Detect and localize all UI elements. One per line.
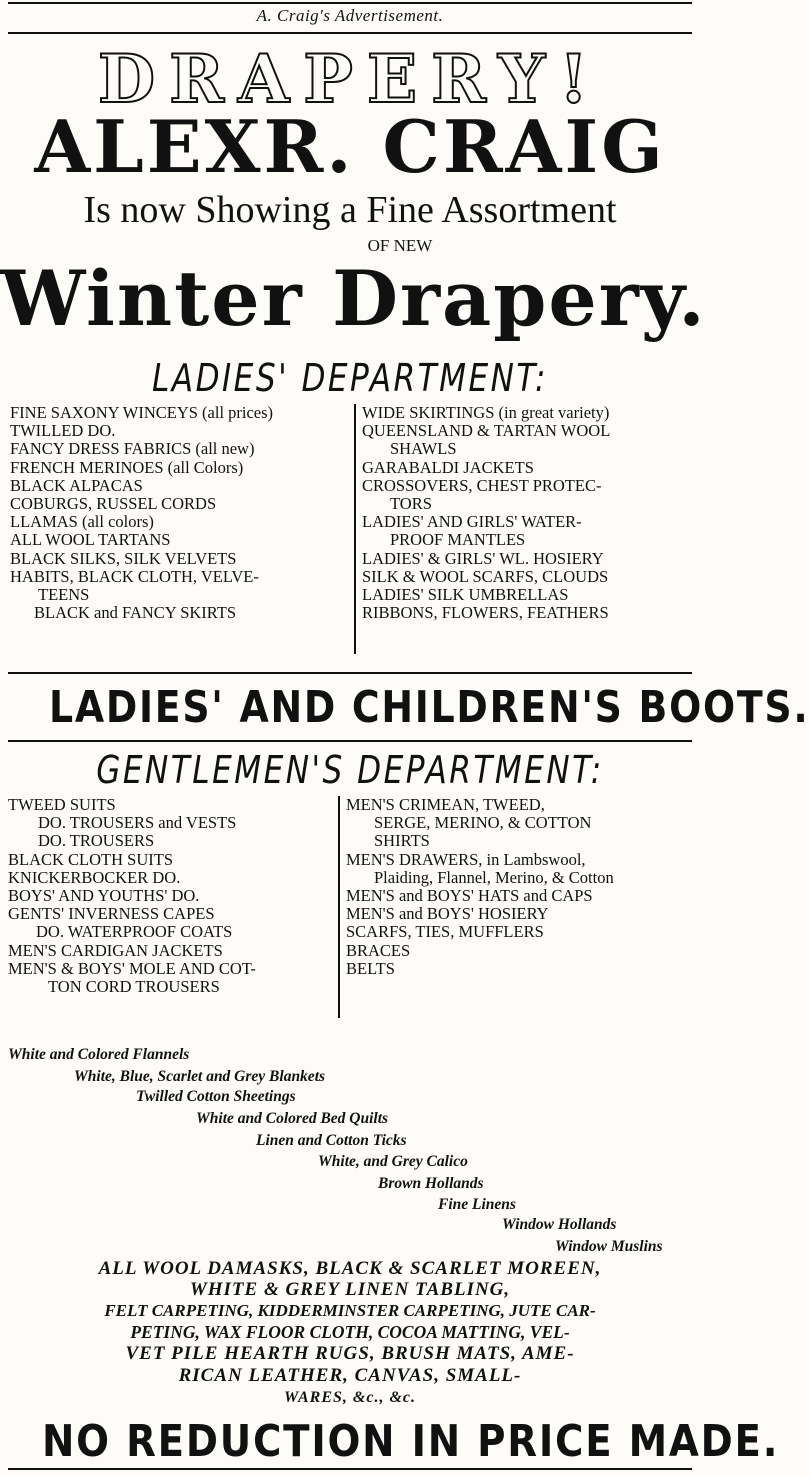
stepped-line: White, and Grey Calico: [318, 1153, 468, 1170]
list-item: LADIES' AND GIRLS' WATER-: [362, 512, 582, 532]
ladies-department-heading: LADIES' DEPARTMENT:: [151, 356, 549, 400]
list-item: BLACK CLOTH SUITS: [8, 849, 174, 869]
list-item: LLAMAS (all colors): [10, 512, 154, 532]
top-rule: [8, 2, 692, 4]
stepped-line: White and Colored Bed Quilts: [196, 1110, 389, 1127]
list-item: SERGE, MERINO, & COTTON: [374, 813, 592, 833]
list-item: SCARFS, TIES, MUFFLERS: [346, 922, 544, 942]
closing-line: VET PILE HEARTH RUGS, BRUSH MATS, AME-: [125, 1343, 575, 1364]
list-item: WIDE SKIRTINGS (in great variety): [362, 403, 610, 422]
list-item: ALL WOOL TARTANS: [10, 530, 171, 550]
list-item: BRACES: [346, 940, 411, 960]
of-new: OF NEW: [367, 236, 433, 255]
list-item: SHIRTS: [374, 831, 430, 851]
no-reduction-notice: NO REDUCTION IN PRICE MADE.: [42, 1416, 780, 1467]
list-item: MEN'S CRIMEAN, TWEED,: [346, 795, 545, 814]
list-item: TWILLED DO.: [10, 421, 116, 441]
list-item: LADIES' SILK UMBRELLAS: [362, 585, 569, 605]
stepped-line: Brown Hollands: [378, 1175, 484, 1192]
drapery-title: DRAPERY!: [97, 40, 603, 118]
list-item: BELTS: [346, 958, 395, 978]
list-item: QUEENSLAND & TARTAN WOOL: [362, 421, 611, 441]
gentlemen-right-column: [346, 796, 614, 978]
list-item: COBURGS, RUSSEL CORDS: [10, 494, 217, 514]
closing-line: RICAN LEATHER, CANVAS, SMALL-: [178, 1365, 522, 1386]
list-item: BLACK SILKS, SILK VELVETS: [10, 548, 237, 568]
stepped-line: Window Hollands: [502, 1216, 617, 1233]
list-item: TWEED SUITS: [8, 795, 116, 814]
gentlemen-department-heading: GENTLEMEN'S DEPARTMENT:: [96, 748, 604, 792]
list-item: FRENCH MERINOES (all Colors): [10, 457, 244, 477]
list-item: TORS: [390, 494, 432, 514]
stepped-line: Twilled Cotton Sheetings: [136, 1088, 296, 1105]
stepped-line: White, Blue, Scarlet and Grey Blankets: [74, 1068, 326, 1085]
boots-heading: LADIES' AND CHILDREN'S BOOTS.: [49, 682, 810, 733]
list-item: FINE SAXONY WINCEYS (all prices): [10, 403, 274, 422]
closing-line: FELT CARPETING, KIDDERMINSTER CARPETING, JUTE CAR-: [104, 1301, 596, 1320]
section-rule: [8, 672, 692, 674]
stepped-line: Window Muslins: [555, 1238, 663, 1255]
list-item: KNICKERBOCKER DO.: [8, 867, 181, 887]
list-item: HABITS, BLACK CLOTH, VELVE-: [10, 566, 259, 586]
list-item: MEN'S and BOYS' HATS and CAPS: [346, 886, 593, 906]
winter-drapery: Winter Drapery.: [0, 254, 707, 343]
list-item: DO. TROUSERS: [38, 831, 155, 851]
list-item: SHAWLS: [390, 439, 457, 459]
list-item: CROSSOVERS, CHEST PROTEC-: [362, 475, 602, 495]
section-rule: [8, 740, 692, 742]
stepped-line: Fine Linens: [438, 1196, 516, 1213]
closing-line: ALL WOOL DAMASKS, BLACK & SCARLET MOREEN,: [98, 1258, 602, 1279]
list-item: RIBBONS, FLOWERS, FEATHERS: [362, 603, 609, 623]
list-item: PROOF MANTLES: [390, 530, 526, 550]
ladies-right-column: [362, 404, 610, 622]
stepped-line: White and Colored Flannels: [8, 1046, 190, 1063]
advertisement-header: A. Craig's Advertisement.: [256, 6, 444, 25]
list-item: Plaiding, Flannel, Merino, & Cotton: [374, 867, 614, 887]
ladies-column-divider: [354, 404, 356, 654]
list-item: TON CORD TROUSERS: [48, 977, 220, 997]
list-item: TEENS: [38, 585, 90, 605]
ladies-left-column: [10, 404, 273, 622]
header-rule: [8, 32, 692, 34]
gentlemen-column-divider: [338, 796, 340, 1018]
gentlemen-left-column: [8, 796, 256, 996]
merchant-name: ALEXR. CRAIG: [34, 104, 666, 189]
list-item: DO. TROUSERS and VESTS: [38, 813, 237, 833]
closing-line: PETING, WAX FLOOR CLOTH, COCOA MATTING, VEL-: [130, 1322, 570, 1342]
closing-line: WHITE & GREY LINEN TABLING,: [189, 1279, 511, 1300]
list-item: MEN'S CARDIGAN JACKETS: [8, 940, 223, 960]
list-item: MEN'S & BOYS' MOLE AND COT-: [8, 958, 256, 978]
list-item: SILK & WOOL SCARFS, CLOUDS: [362, 566, 609, 586]
list-item: MEN'S DRAWERS, in Lambswool,: [346, 849, 586, 869]
stepped-line: Linen and Cotton Ticks: [256, 1132, 407, 1149]
list-item: MEN'S and BOYS' HOSIERY: [346, 904, 549, 924]
list-item: GARABALDI JACKETS: [362, 457, 534, 477]
tagline: Is now Showing a Fine Assortment: [83, 189, 617, 231]
list-item: BLACK ALPACAS: [10, 475, 143, 495]
list-item: BOYS' AND YOUTHS' DO.: [8, 886, 200, 906]
bottom-rule: [8, 1468, 692, 1470]
list-item: DO. WATERPROOF COATS: [36, 922, 233, 942]
closing-line: WARES, &c., &c.: [283, 1389, 417, 1406]
list-item: BLACK and FANCY SKIRTS: [34, 603, 237, 623]
list-item: FANCY DRESS FABRICS (all new): [10, 439, 255, 459]
list-item: GENTS' INVERNESS CAPES: [8, 904, 215, 924]
list-item: LADIES' & GIRLS' WL. HOSIERY: [362, 548, 604, 568]
